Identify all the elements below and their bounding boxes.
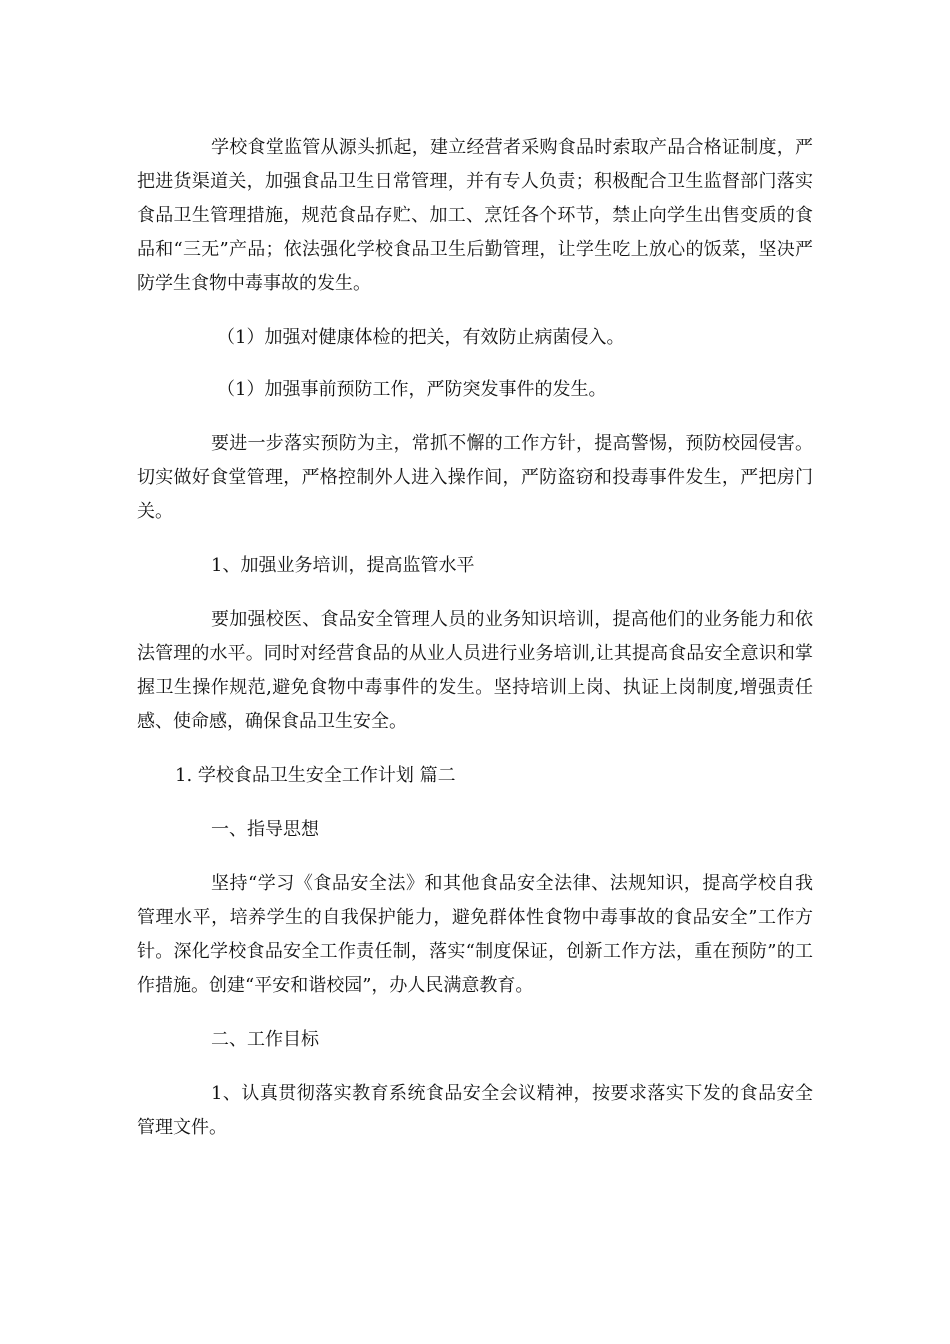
paragraph-work-goal-1: 1、认真贯彻落实教育系统食品安全会议精神，按要求落实下发的食品安全管理文件。: [137, 1083, 813, 1138]
list-item-health-check: （1）加强对健康体检的把关，有效防止病菌侵入。: [217, 327, 625, 348]
paragraph-training: 要加强校医、食品安全管理人员的业务知识培训，提高他们的业务能力和依法管理的水平。同时对经营食品的从业人员进行业务培训,让其提高食品安全意识和掌握卫生操作规范,避免食物中毒事件的发生。坚持培训上岗、执证上岗制度,增强责任感、使命感，确保食品卫生安全。: [137, 609, 813, 732]
paragraph-canteen-supervision: 学校食堂监管从源头抓起，建立经营者采购食品时索取产品合格证制度，严把进货渠道关，加强食品卫生日常管理，并有专人负责；积极配合卫生监督部门落实食品卫生管理措施，规范食品存贮、加工、烹饪各个环节，禁止向学生出售变质的食品和“三无”产品；依法强化学校食品卫生后勤管理，让学生吃上放心的饭菜，坚决严防学生食物中毒事故的发生。: [137, 137, 813, 294]
list-item-prevention: （1）加强事前预防工作，严防突发事件的发生。: [217, 379, 607, 400]
paragraph-guiding-idea: 坚持“学习《食品安全法》和其他食品安全法律、法规知识，提高学校自我管理水平，培养学生的自我保护能力，避免群体性食物中毒事故的食品安全”工作方针。深化学校食品安全工作责任制，落实“制度保证，创新工作方法，重在预防”的工作措施。创建“平安和谐校园”，办人民满意教育。: [137, 873, 813, 996]
document-body: [137, 131, 813, 1145]
section-title-part-two: 1. 学校食品卫生安全工作计划 篇二: [175, 765, 456, 786]
heading-training: 1、加强业务培训，提高监管水平: [211, 555, 475, 576]
heading-guiding-idea: 一、指导思想: [211, 819, 319, 840]
heading-work-goals: 二、工作目标: [211, 1029, 319, 1050]
paragraph-prevention-policy: 要进一步落实预防为主，常抓不懈的工作方针，提高警惕，预防校园侵害。切实做好食堂管理，严格控制外人进入操作间，严防盗窃和投毒事件发生，严把房门关。: [137, 433, 813, 522]
